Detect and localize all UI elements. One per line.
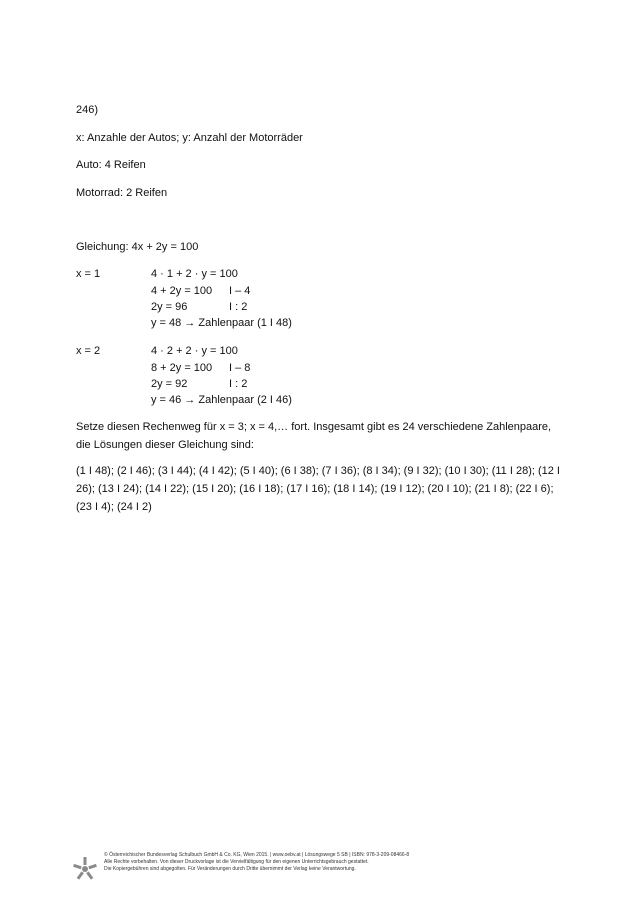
case1-op3: I : 2 xyxy=(229,301,248,313)
case2-line1: 4 · 2 + 2 · y = 100 xyxy=(151,345,238,357)
footer-line-1: © Österreichischer Bundesverlag Schulbuch GmbH & Co. KG, Wien 2015. | www.oebv.at | Lösungswege 5 SB | ISBN: 978-3-209-08466-8 xyxy=(104,852,410,858)
case1-label: x = 1 xyxy=(76,268,101,280)
case1-line2: 4 + 2y = 100 xyxy=(151,285,213,297)
equation: Gleichung: 4x + 2y = 100 xyxy=(76,241,199,253)
variables-definition: x: Anzahle der Autos; y: Anzahl der Motorräder xyxy=(76,132,303,144)
oebv-logo-icon xyxy=(72,856,98,882)
solution-pairs: (1 I 48); (2 I 46); (3 I 44); (4 I 42); (5 I 40); (6 I 38); (7 I 36); (8 I 34); (9 I 32); (10 I 30); (11 I 28); (12 I 26); (13 I 24); (14 I 22); (15 I 20); (16 I 18); (17 I 16); (18 I 14); (19 I 12); (20 I 10); (21 I 8); (22 I 6); (23 I 4); (24 I 2) xyxy=(76,465,560,513)
case1-line3: 2y = 96 xyxy=(151,301,188,313)
case2-op2: I – 8 xyxy=(229,362,251,374)
summary-paragraph: Setze diesen Rechenweg für x = 3; x = 4,… fort. Insgesamt gibt es 24 verschiedene Zahlenpaare, die Lösungen dieser Gleichung sind: xyxy=(76,421,552,451)
case2-result: y = 46 → Zahlenpaar (2 I 46) xyxy=(151,394,292,406)
footer-copyright xyxy=(104,852,409,873)
case1-line1: 4 · 1 + 2 · y = 100 xyxy=(151,268,238,280)
footer-line-2: Alle Rechte vorbehalten. Von dieser Druckvorlage ist die Vervielfältigung für den eigenen Unterrichtsgebrauch gestattet. xyxy=(104,859,369,865)
case2-op3: I : 2 xyxy=(229,378,248,390)
footer-line-3: Die Kopiergebühren sind abgegolten. Für Veränderungen durch Dritte übernimmt der Verlag keine Verantwortung. xyxy=(104,866,356,872)
case1-result: y = 48 → Zahlenpaar (1 I 48) xyxy=(151,317,292,329)
case2-line3: 2y = 92 xyxy=(151,378,188,390)
motorrad-tires: Motorrad: 2 Reifen xyxy=(76,187,168,199)
auto-tires: Auto: 4 Reifen xyxy=(76,159,146,171)
case2-label: x = 2 xyxy=(76,345,101,357)
problem-number: 246) xyxy=(76,104,99,116)
case2-line2: 8 + 2y = 100 xyxy=(151,362,213,374)
case1-op2: I – 4 xyxy=(229,285,251,297)
